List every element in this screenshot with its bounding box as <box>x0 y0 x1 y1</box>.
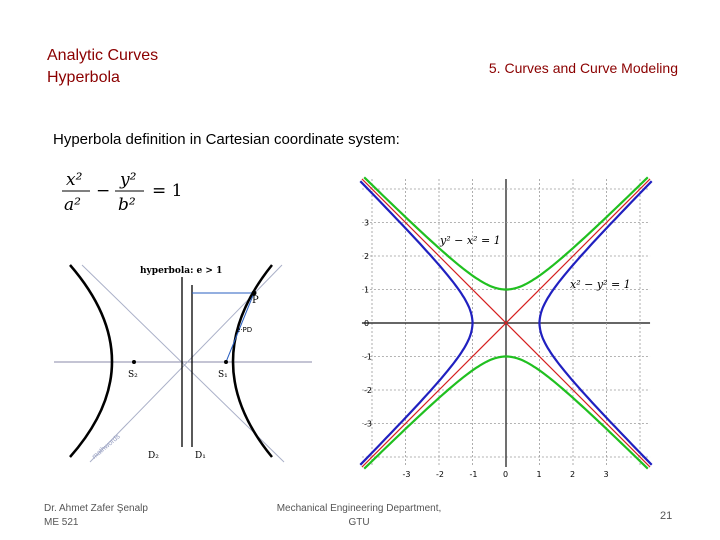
page-number: 21 <box>660 510 673 522</box>
focus-s1-label: S₁ <box>218 370 228 380</box>
slide-subtitle: Hyperbola definition in Cartesian coordinate system: <box>53 131 400 148</box>
y-tick-label: -3 <box>363 419 372 429</box>
course-code: ME 521 <box>44 517 79 528</box>
left-branch <box>70 265 112 457</box>
eq-minus: − <box>96 181 111 201</box>
y-tick-label: 3 <box>363 218 370 228</box>
eq-den-1: a² <box>64 195 81 215</box>
label-y-hyperbola: y² − x² = 1 <box>440 234 501 247</box>
x-tick-label: 2 <box>570 470 576 480</box>
x-tick-label: -3 <box>402 470 411 480</box>
slide-title <box>47 45 158 89</box>
y-tick-label: -2 <box>363 386 372 395</box>
x-tick-label: 0 <box>503 470 509 480</box>
author-name: Dr. Ahmet Zafer Şenalp <box>44 503 148 514</box>
title-line-2: Hyperbola <box>47 69 120 86</box>
footer-department <box>262 502 456 530</box>
watermark: mathwords <box>91 433 122 461</box>
x-tick-label: 3 <box>603 470 609 480</box>
ratio-label: e·PD <box>236 326 253 334</box>
dept-line-2: GTU <box>348 517 370 528</box>
figure-label: hyperbola: e > 1 <box>140 266 223 276</box>
chapter-title: 5. Curves and Curve Modeling <box>488 60 678 76</box>
directrix-d1-label: D₁ <box>195 451 206 461</box>
x-tick-label: 1 <box>536 470 542 480</box>
x-tick-label: -1 <box>469 470 478 480</box>
y-tick-label: 1 <box>363 285 370 295</box>
point-p-label: P <box>252 295 259 306</box>
y-tick-label: 0 <box>363 319 370 328</box>
x-tick-label: -2 <box>436 470 444 480</box>
y-tick-label: 2 <box>363 252 370 261</box>
eq-num-1: x² <box>66 170 83 190</box>
hyperbola-plot <box>344 172 649 480</box>
title-line-1: Analytic Curves <box>47 47 159 64</box>
hyperbola-equation <box>60 165 200 215</box>
directrix-d2-label: D₂ <box>148 451 159 461</box>
eq-num-2: y² <box>120 170 137 190</box>
y-tick-label: -1 <box>363 352 372 362</box>
hyperbola-directrix-figure <box>54 257 312 467</box>
label-x-hyperbola: x² − y² = 1 <box>570 278 631 291</box>
eq-den-2: b² <box>118 195 136 215</box>
dept-line-1: Mechanical Engineering Department, <box>276 503 442 514</box>
eq-equals: = 1 <box>152 181 183 201</box>
focus-s2-label: S₂ <box>128 370 138 380</box>
footer-author <box>44 502 148 530</box>
